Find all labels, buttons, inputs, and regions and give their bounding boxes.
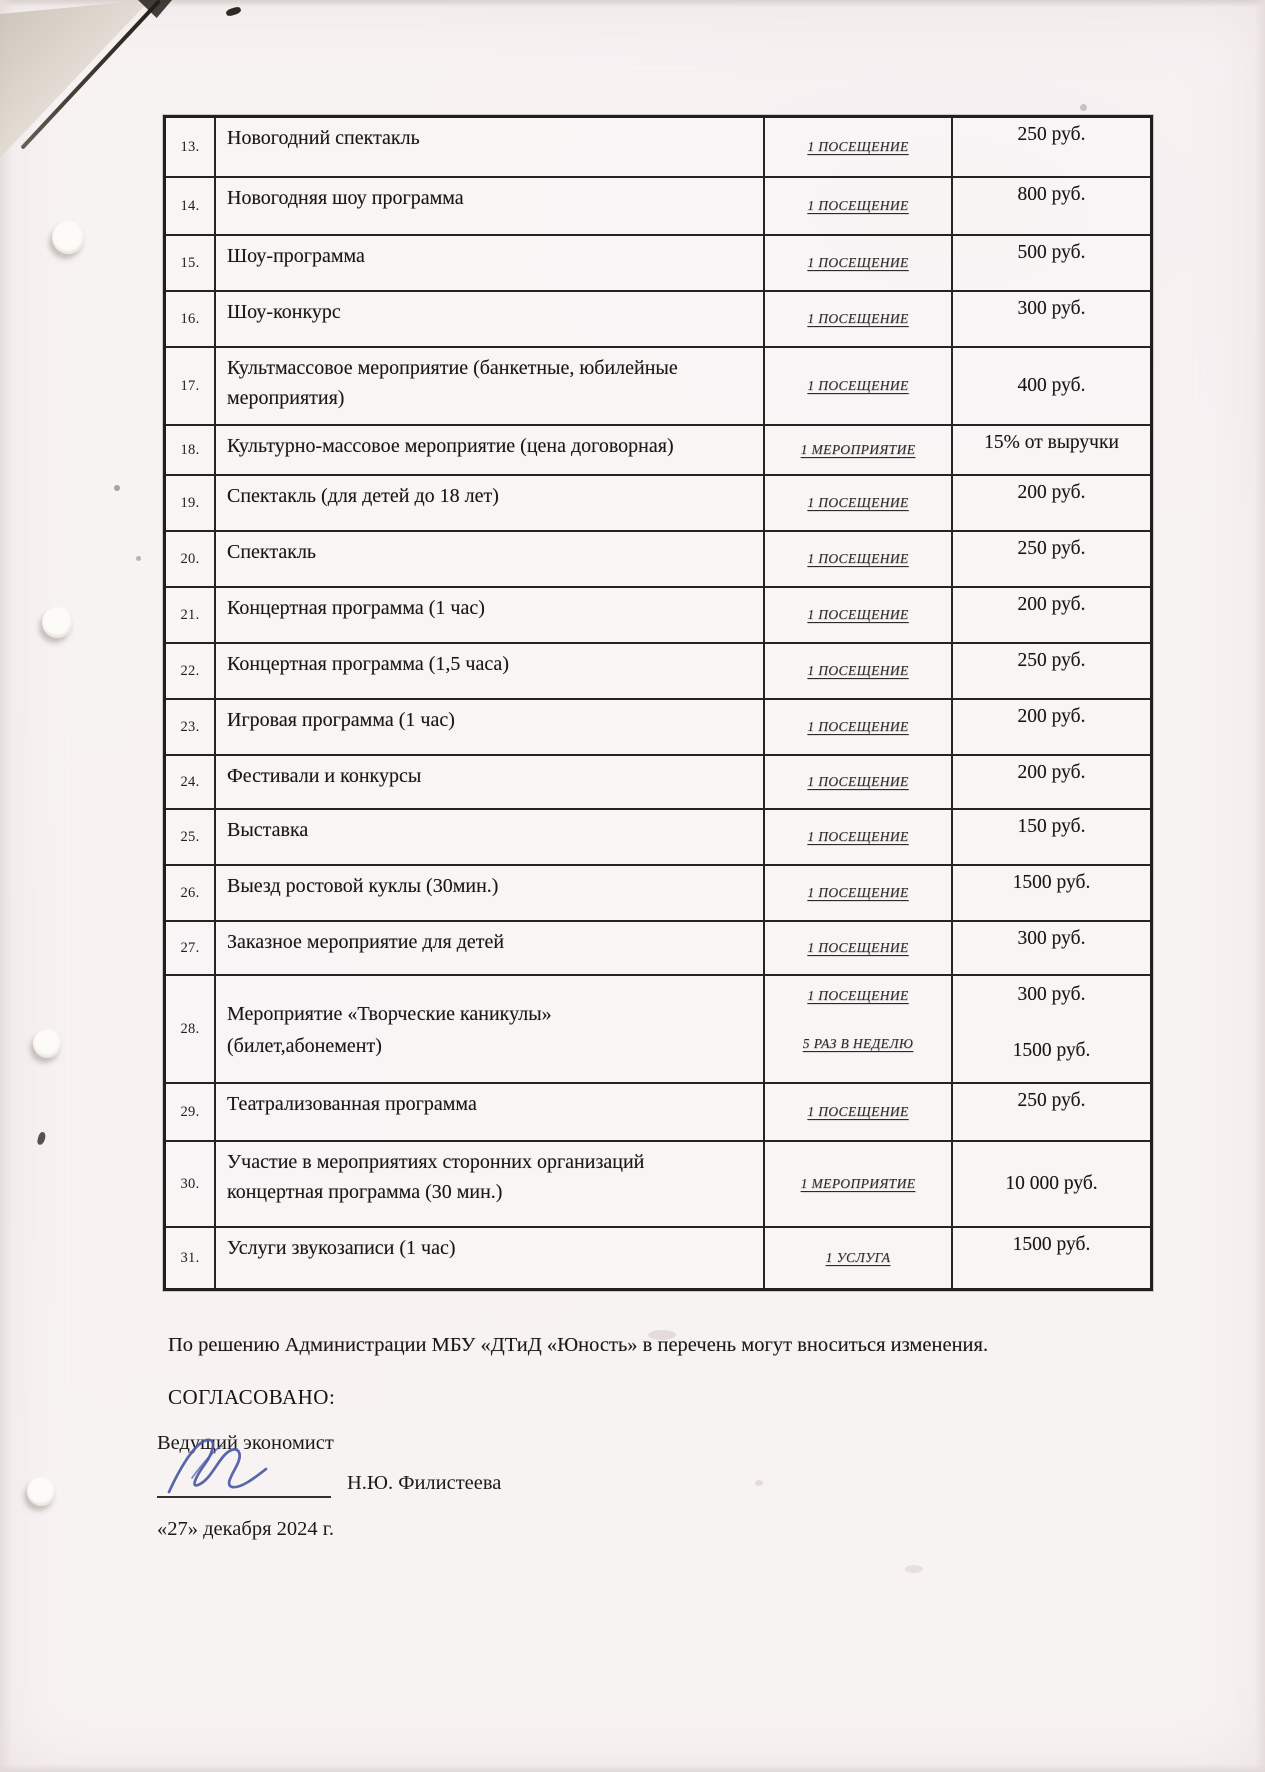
unit-cell [765,1228,953,1288]
service-name-cell [216,976,765,1082]
hole-punch [52,221,85,254]
signature-line [157,1496,331,1498]
service-name-line: Выставка [227,819,309,841]
price-value: 300 руб. [1017,298,1086,319]
unit-label: 1 ПОСЕЩЕНИЕ [807,551,909,566]
table-row [166,474,1150,530]
row-number-cell: 31. [166,1228,216,1288]
signature [162,1434,288,1500]
service-name-line: Шоу-конкурс [227,301,341,323]
hole-punch [33,1029,62,1058]
scan-speck [136,556,141,561]
service-name-line: Игровая программа (1 час) [227,709,455,731]
row-number-cell: 30. [166,1142,216,1226]
table-row [166,118,1150,176]
unit-label: 1 МЕРОПРИЯТИЕ [800,1176,916,1191]
scan-edge-bottom [0,1764,1265,1772]
service-name-line: Участие в мероприятиях сторонних организаций [227,1151,645,1173]
unit-cell [765,700,953,754]
price-cell [953,866,1150,920]
signer-title: Ведущий экономист [157,1432,334,1454]
price-cell [953,178,1150,234]
row-number-cell: 26. [166,866,216,920]
service-name-line: Концертная программа (1,5 часа) [227,653,509,675]
price-value: 200 руб. [1017,762,1086,783]
row-number-cell: 27. [166,922,216,974]
row-number-cell: 18. [166,426,216,474]
price-cell [953,1142,1150,1226]
price-cell [953,118,1150,176]
service-name-cell [216,348,765,424]
price-table [163,115,1153,1291]
table-row [166,920,1150,974]
table-row [166,808,1150,864]
row-number-cell: 20. [166,532,216,586]
table-row [166,176,1150,234]
price-value: 250 руб. [1017,538,1086,559]
table-row [166,290,1150,346]
unit-cell [765,476,953,530]
price-cell [953,810,1150,864]
price-value: 300 руб. [1017,984,1086,1005]
scan-edge-left [0,0,12,1772]
row-number-cell: 16. [166,292,216,346]
hole-punch [42,607,73,638]
unit-label: 1 ПОСЕЩЕНИЕ [807,311,909,326]
unit-label: 1 ПОСЕЩЕНИЕ [807,719,909,734]
unit-cell [765,532,953,586]
service-name-cell [216,810,765,864]
row-number-cell: 15. [166,236,216,290]
service-name-cell [216,588,765,642]
amendment-note: По решению Администрации МБУ «ДТиД «Юность» в перечень могут вноситься изменения. [168,1334,989,1356]
price-value: 800 руб. [1017,184,1086,205]
service-name-line: Концертная программа (1 час) [227,597,485,619]
service-name-cell [216,476,765,530]
unit-cell [765,756,953,808]
price-cell [953,922,1150,974]
service-name-cell [216,426,765,474]
scan-edge-right [1255,0,1265,1772]
service-name-line: Культмассовое мероприятие (банкетные, юбилейные [227,357,678,379]
service-name-cell [216,236,765,290]
unit-label: 1 ПОСЕЩЕНИЕ [807,774,909,789]
row-number-cell: 17. [166,348,216,424]
unit-label: 1 ПОСЕЩЕНИЕ [807,607,909,622]
price-value: 1500 руб. [1012,1234,1091,1255]
price-value: 500 руб. [1017,242,1086,263]
price-value: 250 руб. [1017,124,1086,145]
service-name-cell [216,1228,765,1288]
service-name-line: Новогодний спектакль [227,127,420,149]
price-cell [953,426,1150,474]
price-cell [953,700,1150,754]
service-name-cell [216,644,765,698]
scan-speck [37,1131,47,1145]
price-value: 1500 руб. [1012,1040,1091,1061]
price-cell [953,588,1150,642]
scan-speck [905,1565,923,1573]
unit-cell [765,976,953,1082]
service-name-line: Выезд ростовой куклы (30мин.) [227,875,499,897]
service-name-line: Театрализованная программа [227,1093,477,1115]
service-name-cell [216,922,765,974]
row-number-cell: 22. [166,644,216,698]
price-value: 10 000 руб. [1005,1173,1098,1194]
scan-speck [755,1480,763,1486]
price-value: 300 руб. [1017,928,1086,949]
row-number-cell: 13. [166,118,216,176]
service-name-line: Новогодняя шоу программа [227,187,464,209]
table-row [166,754,1150,808]
price-cell [953,236,1150,290]
unit-label: 1 ПОСЕЩЕНИЕ [807,255,909,270]
price-value: 1500 руб. [1012,872,1091,893]
price-cell [953,1084,1150,1140]
table-row [166,1140,1150,1226]
table-row [166,530,1150,586]
table-row [166,642,1150,698]
unit-label: 1 ПОСЕЩЕНИЕ [807,1104,909,1119]
service-name-cell [216,532,765,586]
table-row [166,424,1150,474]
scan-edge-top [0,0,1265,7]
row-number-cell: 23. [166,700,216,754]
hole-punch [27,1477,56,1506]
scan-speck [114,485,120,491]
price-cell [953,1228,1150,1288]
unit-cell [765,810,953,864]
service-name-line: концертная программа (30 мин.) [227,1181,503,1203]
unit-cell [765,118,953,176]
price-cell [953,292,1150,346]
price-cell [953,476,1150,530]
unit-cell [765,348,953,424]
service-name-cell [216,700,765,754]
service-name-line: Фестивали и конкурсы [227,765,422,787]
table-row [166,586,1150,642]
service-name-line: (билет,абонемент) [227,1034,382,1057]
service-name-line: Услуги звукозаписи (1 час) [227,1237,456,1259]
unit-label: 1 ПОСЕЩЕНИЕ [807,139,909,154]
unit-label: 1 МЕРОПРИЯТИЕ [800,442,916,457]
agreed-label: СОГЛАСОВАНО: [168,1385,336,1409]
service-name-line: мероприятия) [227,387,345,409]
document-date: «27» декабря 2024 г. [157,1518,334,1540]
price-value: 250 руб. [1017,650,1086,671]
unit-cell [765,292,953,346]
row-number-cell: 28. [166,976,216,1082]
unit-cell [765,644,953,698]
table-row [166,864,1150,920]
unit-label: 1 ПОСЕЩЕНИЕ [807,663,909,678]
service-name-cell [216,866,765,920]
row-number-cell: 21. [166,588,216,642]
unit-cell [765,922,953,974]
price-cell [953,348,1150,424]
unit-label: 1 ПОСЕЩЕНИЕ [807,940,909,955]
table-row [166,234,1150,290]
service-name-cell [216,292,765,346]
unit-label: 1 ПОСЕЩЕНИЕ [807,988,909,1003]
price-value: 200 руб. [1017,594,1086,615]
service-name-cell [216,1084,765,1140]
table-row [166,1082,1150,1140]
row-number-cell: 24. [166,756,216,808]
unit-cell [765,1084,953,1140]
service-name-line: Спектакль [227,541,317,563]
price-cell [953,644,1150,698]
service-name-cell [216,1142,765,1226]
service-name-cell [216,178,765,234]
price-value: 15% от выручки [984,432,1119,453]
unit-label: 1 ПОСЕЩЕНИЕ [807,198,909,213]
unit-label: 1 ПОСЕЩЕНИЕ [807,885,909,900]
unit-cell [765,426,953,474]
price-value: 200 руб. [1017,482,1086,503]
service-name-line: Шоу-программа [227,245,365,267]
signer-name: Н.Ю. Филистеева [347,1472,502,1494]
price-cell [953,756,1150,808]
unit-cell [765,236,953,290]
price-cell [953,976,1150,1082]
unit-label: 1 ПОСЕЩЕНИЕ [807,829,909,844]
row-number-cell: 19. [166,476,216,530]
unit-cell [765,178,953,234]
price-value: 150 руб. [1017,816,1086,837]
table-row [166,1226,1150,1288]
service-name-line: Культурно-массовое мероприятие (цена договорная) [227,435,674,457]
unit-cell [765,866,953,920]
service-name-cell [216,118,765,176]
unit-label: 5 РАЗ В НЕДЕЛЮ [802,1036,914,1051]
unit-label: 1 ПОСЕЩЕНИЕ [807,378,909,393]
scan-speck [1080,104,1087,111]
price-value: 400 руб. [1017,375,1086,396]
unit-cell [765,1142,953,1226]
service-name-line: Спектакль (для детей до 18 лет) [227,485,499,507]
price-value: 250 руб. [1017,1090,1086,1111]
table-row [166,346,1150,424]
unit-label: 1 УСЛУГА [825,1250,891,1265]
row-number-cell: 14. [166,178,216,234]
service-name-cell [216,756,765,808]
service-name-line: Заказное мероприятие для детей [227,931,505,953]
unit-cell [765,588,953,642]
service-name-line: Мероприятие «Творческие каникулы» [227,1002,552,1025]
scan-speck [225,6,241,17]
price-cell [953,532,1150,586]
unit-label: 1 ПОСЕЩЕНИЕ [807,495,909,510]
row-number-cell: 29. [166,1084,216,1140]
table-row [166,974,1150,1082]
table-row [166,698,1150,754]
row-number-cell: 25. [166,810,216,864]
price-value: 200 руб. [1017,706,1086,727]
